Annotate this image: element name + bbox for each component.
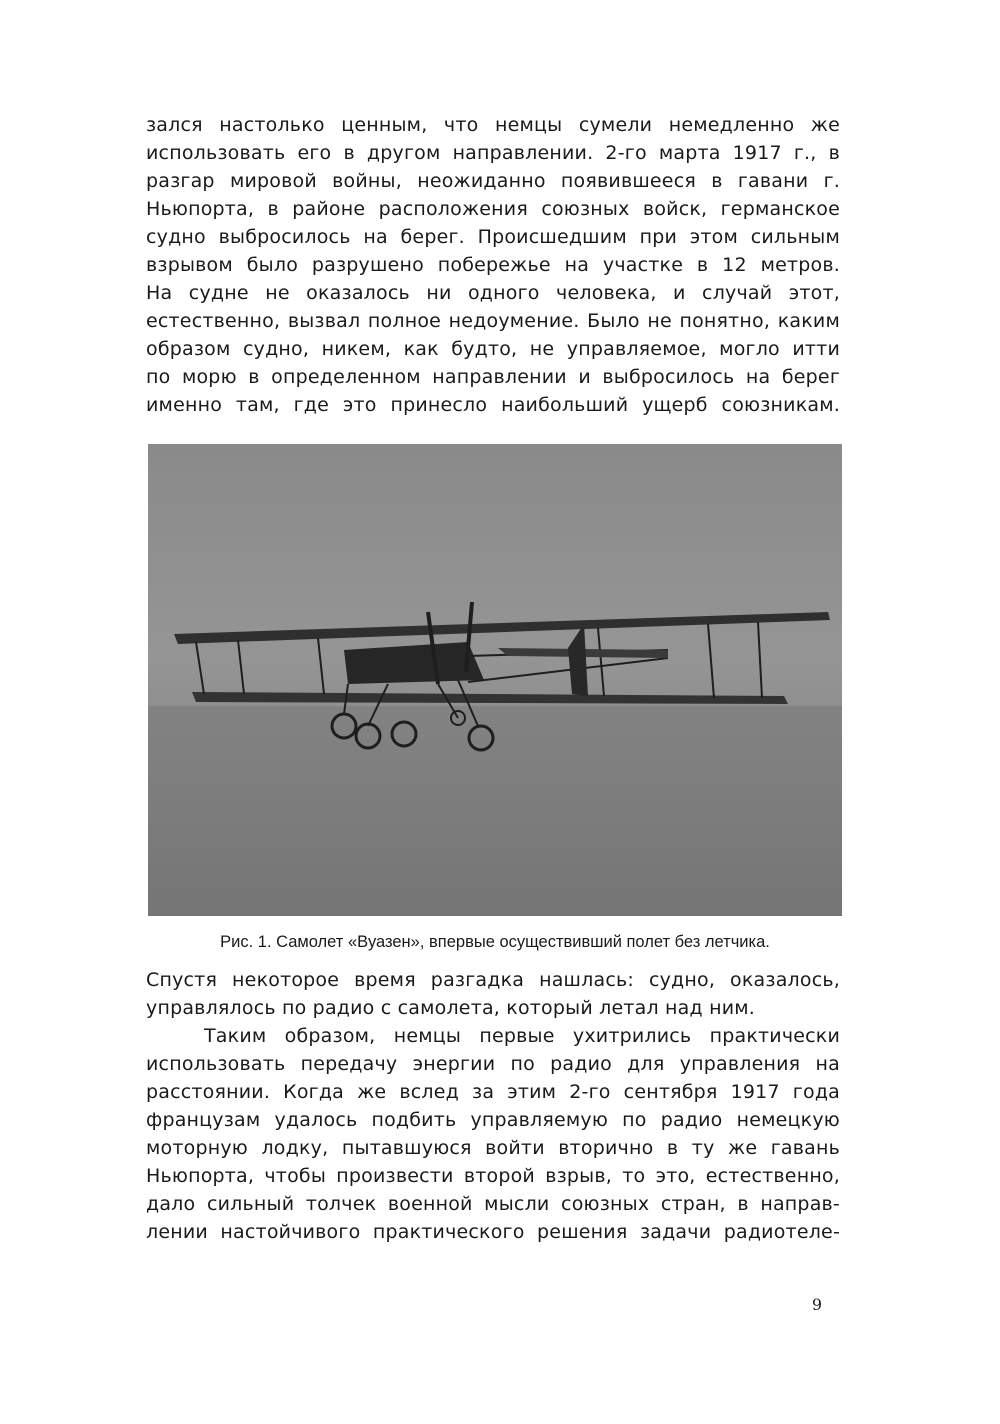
text-line: Ньюпорта, в районе расположения союзных войск, германское: [146, 198, 840, 220]
text-line: образом судно, никем, как будто, не управляемое, могло итти: [146, 338, 840, 360]
text-line: взрывом было разрушено побережье на участке в 12 метров.: [146, 254, 840, 276]
figure-caption: Рис. 1. Самолет «Вуазен», впервые осуществивший полет без летчика.: [220, 933, 770, 951]
text-line: судно выбросилось на берег. Происшедшим при этом сильным: [146, 226, 840, 248]
text-line: Таким образом, немцы первые ухитрились практически: [204, 1025, 840, 1047]
text-line: именно там, где это принесло наибольший ущерб союзникам.: [146, 394, 840, 416]
text-line: естественно, вызвал полное недоумение. Было не понятно, каким: [146, 310, 840, 332]
text-line: использовать его в другом направлении. 2-го марта 1917 г., в: [146, 142, 840, 164]
text-line: лении настойчивого практического решения задачи радиотеле-: [146, 1221, 840, 1243]
text-line: Спустя некоторое время разгадка нашлась: судно, оказалось,: [146, 969, 840, 991]
top-paragraph: [146, 111, 840, 419]
text-line: французам удалось подбить управляемую по радио немецкую: [146, 1109, 840, 1131]
text-line: управлялось по радио с самолета, который летал над ним.: [146, 997, 756, 1019]
text-line: На судне не оказалось ни одного человека, и случай этот,: [146, 282, 840, 304]
text-line: использовать передачу энергии по радио для управления на: [146, 1053, 840, 1075]
airplane-photo: [148, 444, 842, 916]
ground: [148, 706, 842, 916]
text-line: Ньюпорта, чтобы произвести второй взрыв, то это, естественно,: [146, 1165, 840, 1187]
page-number: 9: [811, 1295, 823, 1314]
bottom-paragraphs: [146, 966, 840, 1246]
text-line: разгар мировой войны, неожиданно появившееся в гавани г.: [146, 170, 840, 192]
text-line: зался настолько ценным, что немцы сумели немедленно же: [146, 114, 840, 136]
text-line: дало сильный толчек военной мысли союзных стран, в направ-: [146, 1193, 840, 1215]
text-line: по морю в определенном направлении и выбросилось на берег: [146, 366, 840, 388]
text-line: моторную лодку, пытавшуюся войти вторично в ту же гавань: [146, 1137, 840, 1159]
text-line: расстоянии. Когда же вслед за этим 2-го сентября 1917 года: [146, 1081, 840, 1103]
